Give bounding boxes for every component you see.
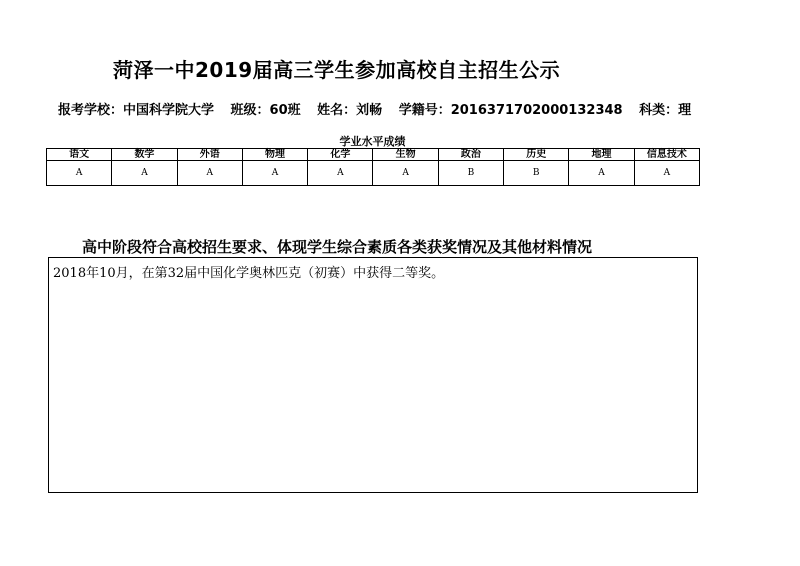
class-field: 班级：60班	[230, 103, 301, 118]
page-title: 菏泽一中2019届高三学生参加高校自主招生公示	[113, 58, 561, 82]
awards-text: 2018年10月，在第32届中国化学奥林匹克（初赛）中获得二等奖。	[53, 266, 445, 281]
header-biology: 生物	[373, 149, 438, 161]
awards-caption: 高中阶段符合高校招生要求、体现学生综合素质各类获奖情况及其他材料情况	[82, 238, 593, 256]
header-math: 数学	[112, 149, 177, 161]
grade-math: A	[112, 161, 177, 186]
grade-foreign-language: A	[177, 161, 242, 186]
grade-biology: A	[373, 161, 438, 186]
header-it: 信息技术	[634, 149, 699, 161]
header-foreign-language: 外语	[177, 149, 242, 161]
category-field: 科类：理	[639, 103, 692, 118]
awards-box	[48, 257, 698, 493]
grades-caption: 学业水平成绩	[339, 135, 406, 148]
grades-table	[46, 148, 700, 186]
grade-geography: A	[569, 161, 634, 186]
student-info-line	[58, 99, 700, 118]
grade-history: B	[504, 161, 569, 186]
grade-it: A	[634, 161, 699, 186]
grades-header-row	[47, 149, 700, 161]
grade-physics: A	[242, 161, 307, 186]
grade-politics: B	[438, 161, 503, 186]
header-history: 历史	[504, 149, 569, 161]
header-geography: 地理	[569, 149, 634, 161]
grades-value-row	[47, 161, 700, 186]
name-field: 姓名：刘畅	[317, 103, 383, 118]
header-chemistry: 化学	[308, 149, 373, 161]
grade-chemistry: A	[308, 161, 373, 186]
header-physics: 物理	[242, 149, 307, 161]
student-id-field: 学籍号：2016371702000132348	[398, 103, 623, 118]
header-chinese: 语文	[47, 149, 112, 161]
header-politics: 政治	[438, 149, 503, 161]
school-field: 报考学校：中国科学院大学	[58, 103, 215, 118]
grade-chinese: A	[47, 161, 112, 186]
